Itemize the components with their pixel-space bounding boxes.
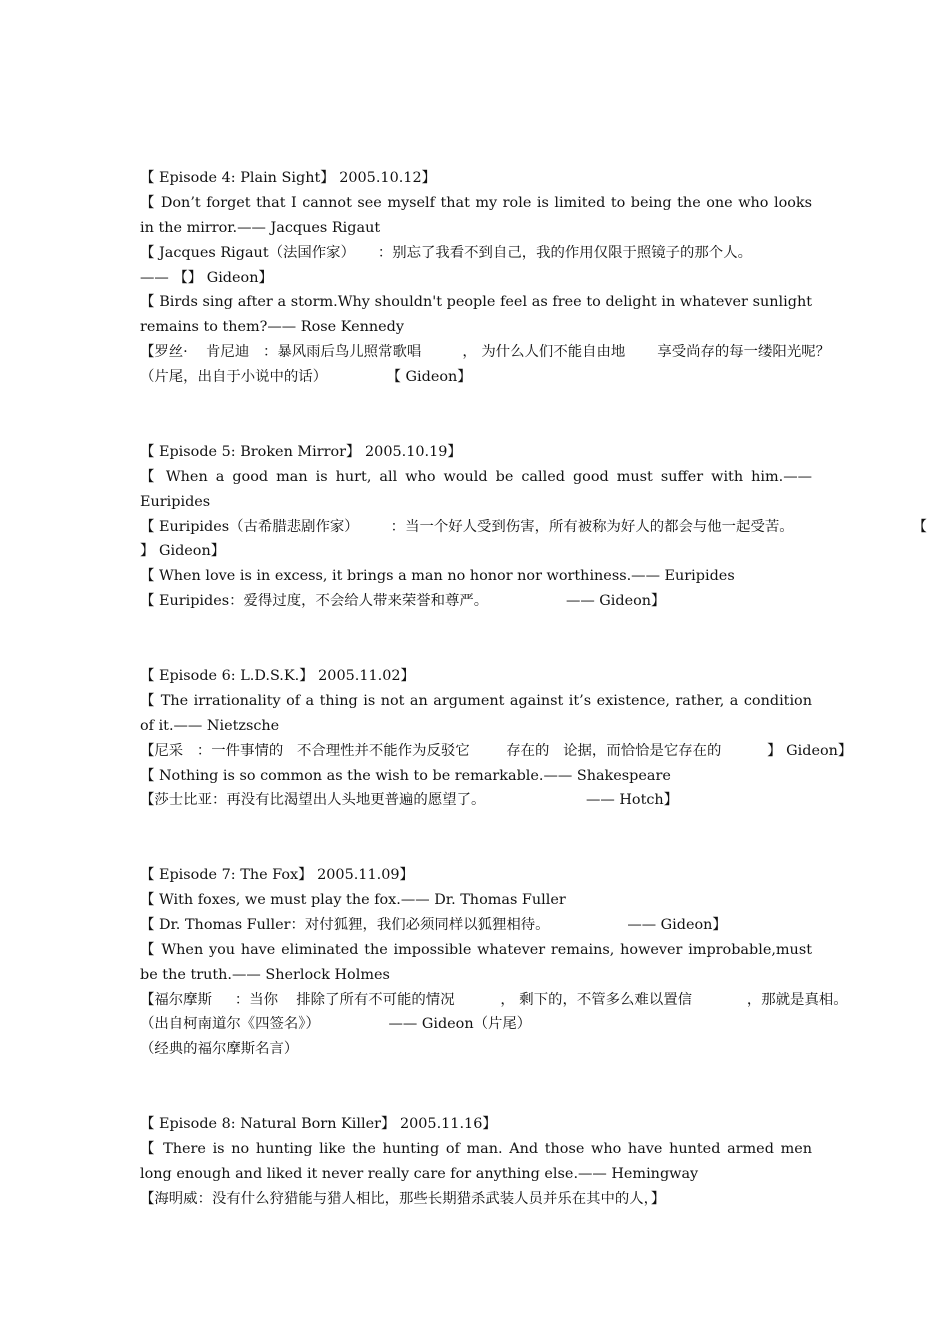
quote-speaker: 】 Gideon】 — [140, 543, 226, 560]
quote-translation: 【 Euripides：爱得过度，不会给人带来荣誉和尊严。 —— Gideon】 — [140, 593, 666, 610]
episode-heading: 【 Episode 8: Natural Born Killer】 2005.11.16】 — [140, 1116, 497, 1133]
quote-translation: 【罗丝· 肯尼迪 ：暴风雨后鸟儿照常歌唱 ， 为什么人们不能自由地 享受尚存的每一缕阳光呢？ — [140, 344, 830, 361]
episode-heading: 【 Episode 6: L.D.S.K.】 2005.11.02】 — [140, 667, 415, 684]
quote-english: 【 When love is in excess, it brings a man no honor nor worthiness.—— Euripides — [140, 568, 735, 585]
episode-7-section — [140, 863, 848, 1062]
quote-translation: 【 Euripides（古希腊悲剧作家） ：当一个好人受到伤害，所有被称为好人的都会与他一起受苦。 【 — [140, 518, 927, 535]
document-page — [140, 166, 927, 1212]
section-gap — [140, 614, 812, 664]
quote-translation: 【 Jacques Rigaut（法国作家） ：别忘了我看不到自己，我的作用仅限于照镜子的那个人。 — [140, 244, 752, 261]
quote-translation: 【海明威：没有什么狩猎能与猎人相比，那些长期猎杀武装人员并乐在其中的人，】 — [140, 1190, 666, 1207]
quote-note: （出自柯南道尔《四签名》） —— Gideon（片尾） — [140, 1016, 532, 1033]
episode-4-section — [140, 166, 830, 390]
quote-english: 【 Birds sing after a storm.Why shouldn't people feel as free to delight in whatever sunlight remains to them?—— Rose Kennedy — [140, 294, 812, 336]
section-gap — [140, 390, 812, 440]
episode-5-section — [140, 440, 927, 614]
quote-english: 【 There is no hunting like the hunting of man. And those who have hunted armed men long enough and liked it never really care for anything else.—— Hemingway — [140, 1140, 812, 1182]
quote-note: （经典的福尔摩斯名言） — [140, 1041, 299, 1058]
quote-translation: 【尼采 ：一件事情的 不合理性并不能作为反驳它 存在的 论据，而恰恰是它存在的 】 Gideon】 — [140, 742, 853, 759]
quote-english: 【 When you have eliminated the impossible whatever remains, however improbable,must be the truth.—— Sherlock Holmes — [140, 941, 812, 983]
episode-8-section — [140, 1112, 812, 1212]
quote-translation: 【莎士比亚：再没有比渴望出人头地更普遍的愿望了。 —— Hotch】 — [140, 792, 679, 809]
quote-translation: 【福尔摩斯 ：当你 排除了所有不可能的情况 ， 剩下的，不管多么难以置信 ，那就是真相。 — [140, 991, 848, 1008]
quote-english: 【 When a good man is hurt, all who would be called good must suffer with him.—— Euripides — [140, 468, 812, 510]
quote-english: 【 Don’t forget that I cannot see myself that my role is limited to being the one who looks in the mirror.—— Jacques Rigaut — [140, 194, 812, 236]
episode-heading: 【 Episode 7: The Fox】 2005.11.09】 — [140, 867, 414, 884]
quote-speaker: —— 【】 Gideon】 — [140, 269, 273, 286]
episode-heading: 【 Episode 4: Plain Sight】 2005.10.12】 — [140, 170, 436, 186]
quote-note: （片尾，出自于小说中的话） 【 Gideon】 — [140, 369, 472, 386]
quote-english: 【 The irrationality of a thing is not an argument against it’s existence, rather, a condition of it.—— Nietzsche — [140, 692, 812, 734]
episode-heading: 【 Episode 5: Broken Mirror】 2005.10.19】 — [140, 443, 462, 460]
quote-translation: 【 Dr. Thomas Fuller：对付狐狸，我们必须同样以狐狸相待。 —— Gideon】 — [140, 916, 727, 933]
section-gap — [140, 813, 812, 863]
episode-6-section — [140, 664, 853, 813]
section-gap — [140, 1062, 812, 1112]
quote-english: 【 Nothing is so common as the wish to be remarkable.—— Shakespeare — [140, 767, 671, 784]
quote-english: 【 With foxes, we must play the fox.—— Dr. Thomas Fuller — [140, 892, 566, 908]
